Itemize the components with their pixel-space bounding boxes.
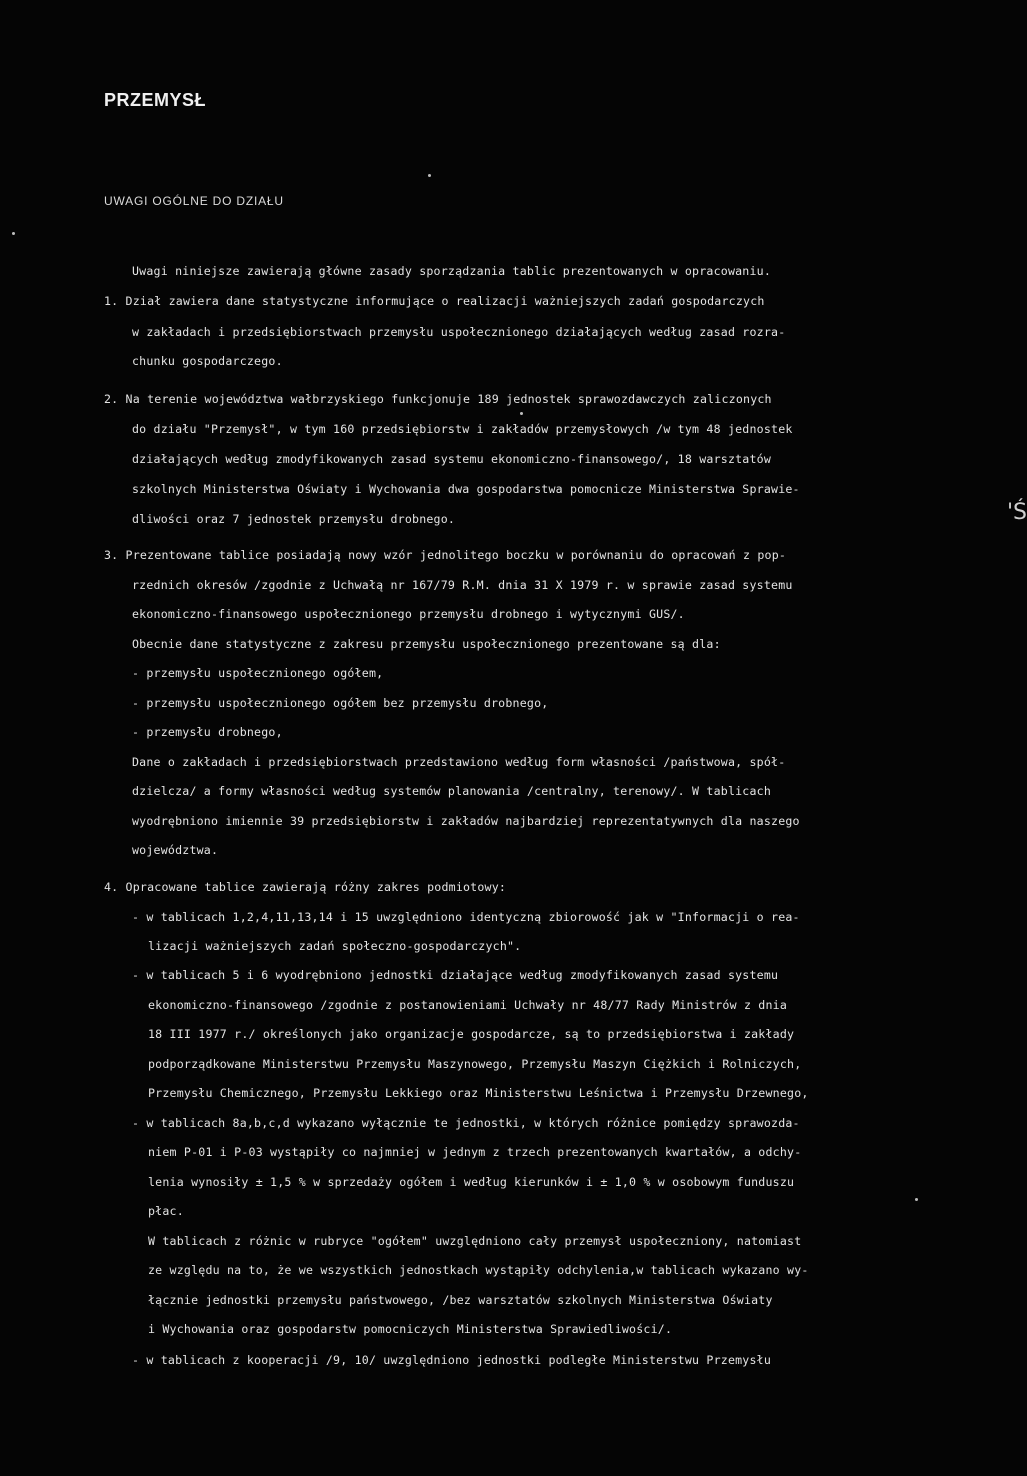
text-line: województwa. (132, 843, 219, 857)
text-line: dliwości oraz 7 jednostek przemysłu drobnego. (132, 512, 456, 526)
text-line: chunku gospodarczego. (132, 354, 283, 368)
text-line: płac. (148, 1204, 184, 1218)
text-line: Uwagi niniejsze zawierają główne zasady sporządzania tablic prezentowanych w opracowaniu. (132, 264, 772, 278)
text-line: 1. Dział zawiera dane statystyczne informujące o realizacji ważniejszych zadań gospodarczych (104, 294, 765, 308)
section-subtitle: UWAGI OGÓLNE DO DZIAŁU (104, 194, 284, 208)
text-line: i Wychowania oraz gospodarstw pomocniczych Ministerstwa Sprawiedliwości/. (148, 1322, 673, 1336)
text-line: - w tablicach 1,2,4,11,13,14 i 15 uwzględniono identyczną zbiorowość jak w "Informacji o rea- (132, 910, 800, 924)
text-line: ekonomiczno-finansowego /zgodnie z postanowieniami Uchwały nr 48/77 Rady Ministrów z dnia (148, 998, 788, 1012)
text-line: ekonomiczno-finansowego uspołecznionego przemysłu drobnego i wytycznymi GUS/. (132, 607, 685, 621)
text-line: - przemysłu uspołecznionego ogółem bez przemysłu drobnego, (132, 696, 549, 710)
text-line: wyodrębniono imiennie 39 przedsiębiorstw i zakładów najbardziej reprezentatywnych dla naszego (132, 814, 800, 828)
text-line: Obecnie dane statystyczne z zakresu przemysłu uspołecznionego prezentowane są dla: (132, 637, 721, 651)
text-line: - w tablicach 5 i 6 wyodrębniono jednostki działające według zmodyfikowanych zasad systemu (132, 968, 779, 982)
text-line: 18 III 1977 r./ określonych jako organizacje gospodarcze, są to przedsiębiorstwa i zakłady (148, 1027, 795, 1041)
text-line: Przemysłu Chemicznego, Przemysłu Lekkiego oraz Ministerstwu Leśnictwa i Przemysłu Drzewnego, (148, 1086, 809, 1100)
text-line: 3. Prezentowane tablice posiadają nowy wzór jednolitego boczku w porównaniu do opracowań z pop- (104, 548, 787, 562)
text-line: W tablicach z różnic w rubryce "ogółem" uwzględniono cały przemysł uspołeczniony, natomiast (148, 1234, 802, 1248)
scan-speck (520, 412, 523, 415)
margin-annotation: 'Ś (1007, 500, 1027, 525)
text-line: - przemysłu uspołecznionego ogółem, (132, 666, 384, 680)
text-line: łącznie jednostki przemysłu państwowego, /bez warsztatów szkolnych Ministerstwa Oświaty (148, 1293, 773, 1307)
text-line: Dane o zakładach i przedsiębiorstwach przedstawiono według form własności /państwowa, spół- (132, 755, 786, 769)
text-line: rzednich okresów /zgodnie z Uchwałą nr 167/79 R.M. dnia 31 X 1979 r. w sprawie zasad systemu (132, 578, 793, 592)
text-line: w zakładach i przedsiębiorstwach przemysłu uspołecznionego działających według zasad rozra- (132, 325, 786, 339)
text-line: - w tablicach 8a,b,c,d wykazano wyłącznie te jednostki, w których różnice pomiędzy sprawozda- (132, 1116, 800, 1130)
text-line: 4. Opracowane tablice zawierają różny zakres podmiotowy: (104, 880, 507, 894)
text-line: 2. Na terenie województwa wałbrzyskiego funkcjonuje 189 jednostek sprawozdawczych zaliczonych (104, 392, 772, 406)
text-line: szkolnych Ministerstwa Oświaty i Wychowania dwa gospodarstwa pomocnicze Ministerstwa Sprawie- (132, 482, 800, 496)
scan-speck (12, 232, 15, 235)
text-line: niem P-01 i P-03 wystąpiły co najmniej w jednym z trzech prezentowanych kwartałów, a odchy- (148, 1145, 802, 1159)
text-line: ze względu na to, że we wszystkich jednostkach wystąpiły odchylenia,w tablicach wykazano wy- (148, 1263, 809, 1277)
text-line: lizacji ważniejszych zadań społeczno-gospodarczych". (148, 939, 522, 953)
section-title: PRZEMYSŁ (104, 90, 207, 110)
text-line: - w tablicach z kooperacji /9, 10/ uwzględniono jednostki podległe Ministerstwu Przemysłu (132, 1353, 772, 1367)
text-line: - przemysłu drobnego, (132, 725, 283, 739)
text-line: dzielcza/ a formy własności według systemów planowania /centralny, terenowy/. W tablicach (132, 784, 772, 798)
scan-speck (428, 174, 431, 177)
text-line: podporządkowane Ministerstwu Przemysłu Maszynowego, Przemysłu Maszyn Ciężkich i Rolniczych, (148, 1057, 802, 1071)
text-line: do działu "Przemysł", w tym 160 przedsiębiorstw i zakładów przemysłowych /w tym 48 jednostek (132, 422, 793, 436)
text-line: lenia wynosiły ± 1,5 % w sprzedaży ogółem i według kierunków i ± 1,0 % w osobowym funduszu (148, 1175, 795, 1189)
text-line: działających według zmodyfikowanych zasad systemu ekonomiczno-finansowego/, 18 warsztatów (132, 452, 772, 466)
scan-speck (915, 1198, 918, 1201)
